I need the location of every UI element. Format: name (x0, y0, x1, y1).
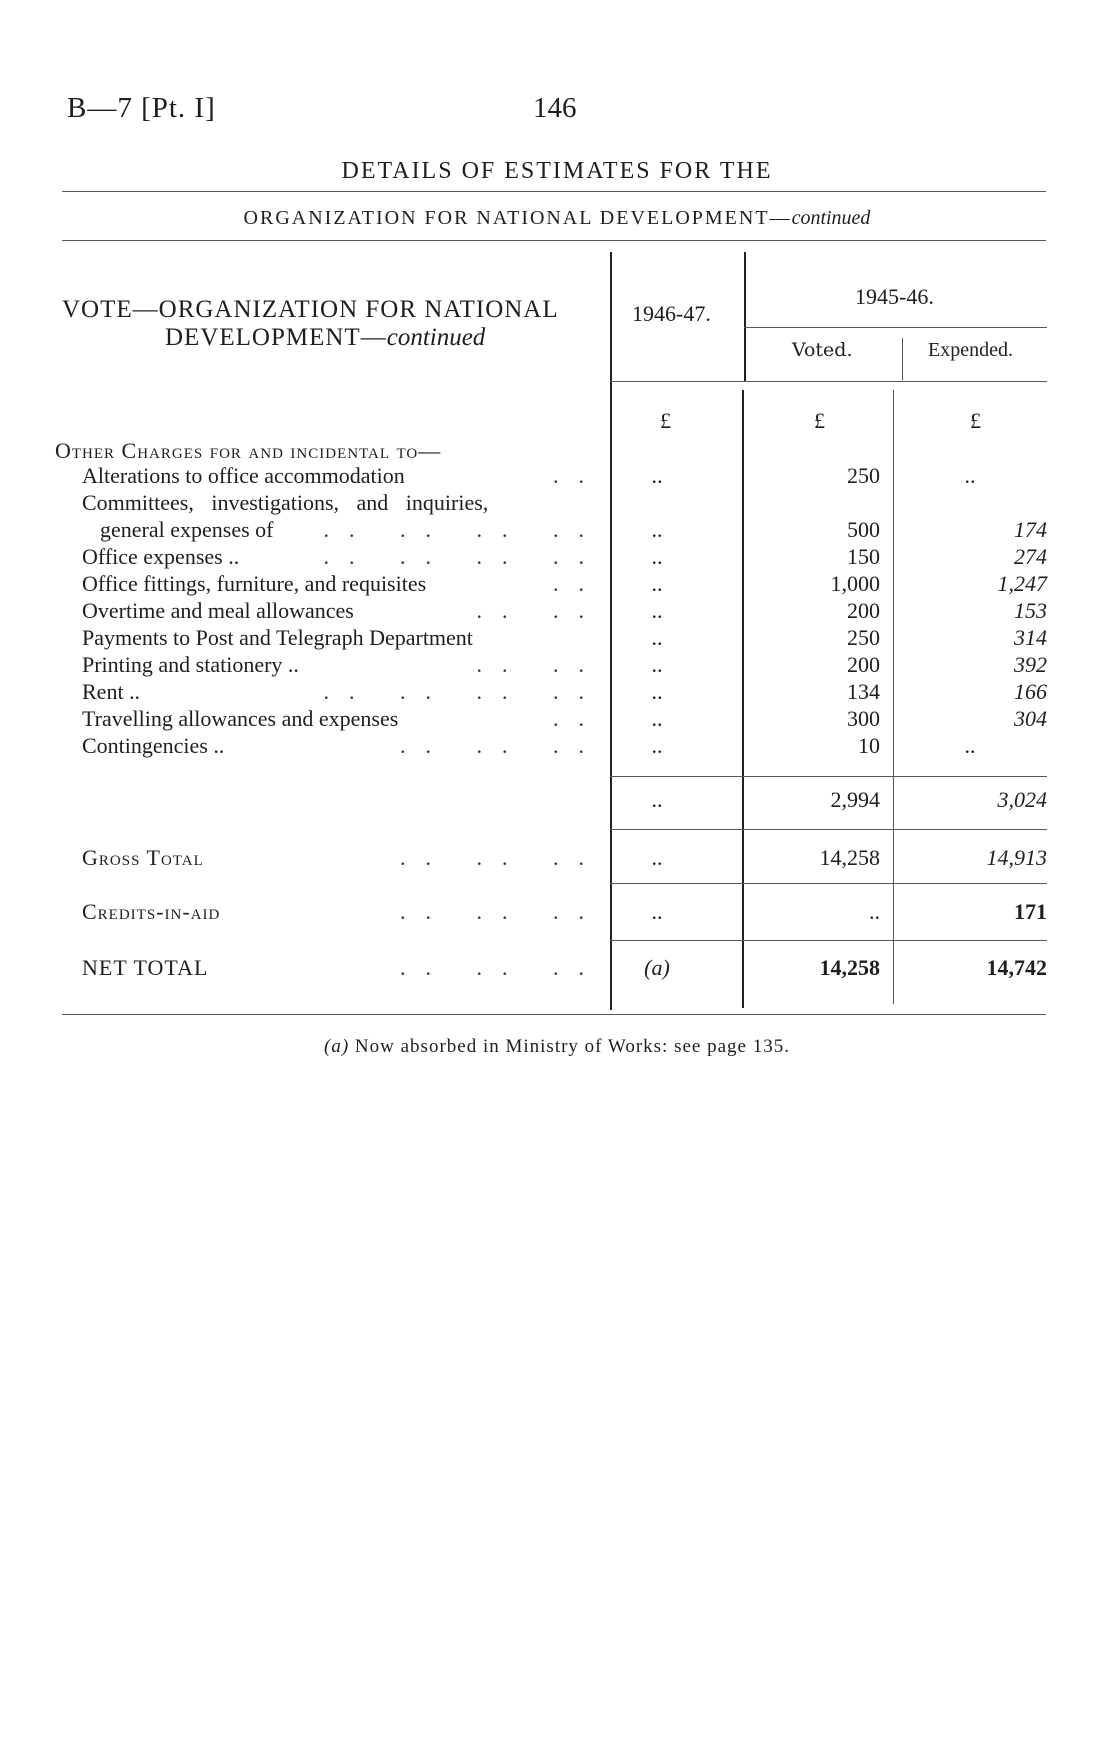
subtitle-continued: continued (791, 207, 871, 229)
table-row (0, 598, 1114, 625)
row-leader: .. (553, 571, 604, 596)
subtotal-rule-top (610, 776, 1047, 777)
row-1946: .. (651, 544, 663, 569)
row-voted: 10 (858, 733, 880, 758)
net-total-voted: 14,258 (819, 955, 880, 980)
vote-title-continued: continued (386, 324, 486, 351)
row-label: Rent .. (82, 679, 141, 704)
row-label: Payments to Post and Telegraph Department (82, 625, 473, 650)
row-voted: 300 (847, 706, 880, 731)
row-leader: .. .. .. (400, 845, 604, 870)
table-row (0, 517, 1114, 544)
credits-rule (610, 940, 1047, 941)
column-voted: Voted. (792, 339, 853, 361)
gross-total-1946: .. (651, 845, 663, 870)
row-1946: .. (651, 598, 663, 623)
gross-total-voted: 14,258 (819, 845, 880, 870)
net-total-label: NET TOTAL (82, 955, 209, 980)
vote-title-text: DEVELOPMENT— (165, 324, 387, 351)
net-total-expended: 14,742 (986, 955, 1047, 980)
row-1946: .. (651, 733, 663, 758)
row-1946: .. (651, 463, 663, 488)
row-voted: 250 (847, 463, 880, 488)
currency-1946: £ (660, 408, 671, 433)
subtitle-rule (62, 240, 1046, 241)
row-1946: .. (651, 679, 663, 704)
voted-divider-top (902, 338, 903, 380)
table-row (0, 679, 1114, 706)
row-leader: .. .. (476, 652, 604, 677)
title-rule (62, 191, 1046, 192)
subtotal-1946: .. (651, 787, 663, 812)
row-voted: 250 (847, 625, 880, 650)
subtotal-voted: 2,994 (830, 787, 880, 812)
credits-1946: .. (651, 899, 663, 924)
table-row (0, 706, 1114, 733)
subtotal-row (0, 787, 1114, 814)
row-label: Travelling allowances and expenses (82, 706, 399, 731)
row-leader: .. .. .. .. (323, 679, 604, 704)
group-heading: Other Charges for and incidental to— (55, 438, 442, 463)
currency-voted: £ (814, 408, 825, 433)
sub-header-rule (744, 327, 1047, 328)
row-voted: 200 (847, 598, 880, 623)
column-1946-47: 1946-47. (632, 301, 711, 326)
row-expended: .. (964, 463, 976, 488)
row-expended: 174 (1014, 517, 1047, 542)
header-bottom-rule (610, 381, 1047, 382)
table-bottom-rule (62, 1014, 1046, 1015)
row-voted: 1,000 (830, 571, 880, 596)
row-label: Office fittings, furniture, and requisites (82, 571, 427, 596)
vote-title-line2 (165, 324, 485, 352)
row-expended: 166 (1014, 679, 1047, 704)
row-1946: .. (651, 571, 663, 596)
row-voted: 134 (847, 679, 880, 704)
footnote-marker: (a) (324, 1036, 350, 1057)
row-expended: 274 (1014, 544, 1047, 569)
row-leader: .. (553, 463, 604, 488)
report-reference: B—7 [Pt. I] (67, 92, 216, 124)
row-label: Committees, investigations, and inquiries, (82, 490, 489, 515)
row-1946: .. (651, 517, 663, 542)
row-1946: .. (651, 652, 663, 677)
row-leader: .. .. .. (400, 955, 604, 980)
table-row (0, 490, 1114, 517)
year-column-divider-top (744, 252, 746, 382)
row-leader: .. .. .. .. (323, 544, 604, 569)
row-voted: 150 (847, 544, 880, 569)
row-expended: 304 (1014, 706, 1047, 731)
row-label: general expenses of (100, 517, 274, 542)
row-expended: 392 (1014, 652, 1047, 677)
page-number: 146 (533, 92, 577, 124)
row-leader: .. .. .. (400, 899, 604, 924)
row-label: Printing and stationery .. (82, 652, 299, 677)
gross-total-expended: 14,913 (986, 845, 1047, 870)
net-total-row (0, 955, 1114, 982)
table-row (0, 733, 1114, 760)
table-row (0, 544, 1114, 571)
credits-label: Credits-in-aid (82, 899, 221, 924)
row-voted: 200 (847, 652, 880, 677)
row-voted: 500 (847, 517, 880, 542)
subtotal-expended: 3,024 (997, 787, 1047, 812)
row-label: Alterations to office accommodation (82, 463, 405, 488)
row-leader: .. (553, 706, 604, 731)
row-leader: .. .. .. (400, 733, 604, 758)
gross-total-label: Gross Total (82, 845, 204, 870)
footnote-text: Now absorbed in Ministry of Works: see page 135. (354, 1036, 790, 1057)
row-1946: .. (651, 625, 663, 650)
row-leader: .. .. (476, 598, 604, 623)
vote-title-line1: VOTE—ORGANIZATION FOR NATIONAL (62, 296, 559, 323)
row-expended: .. (964, 733, 976, 758)
page-title: DETAILS OF ESTIMATES FOR THE (341, 158, 773, 184)
column-1945-46: 1945-46. (855, 284, 934, 309)
row-expended: 314 (1014, 625, 1047, 650)
row-label: Contingencies .. (82, 733, 225, 758)
column-expended: Expended. (928, 339, 1013, 361)
credits-expended: 171 (1014, 899, 1047, 924)
row-1946: .. (651, 706, 663, 731)
table-row (0, 571, 1114, 598)
credits-row (0, 899, 1114, 926)
row-leader: .. .. .. .. (323, 517, 604, 542)
footnote (0, 1036, 1114, 1058)
row-label: Overtime and meal allowances (82, 598, 354, 623)
table-row (0, 652, 1114, 679)
table-row (0, 625, 1114, 652)
gross-total-row (0, 845, 1114, 872)
subtotal-rule-bottom (610, 829, 1047, 830)
gross-total-rule (610, 883, 1047, 884)
currency-expended: £ (970, 408, 981, 433)
row-label: Office expenses .. (82, 544, 240, 569)
row-expended: 153 (1014, 598, 1047, 623)
net-total-1946: (a) (644, 955, 670, 980)
row-expended: 1,247 (997, 571, 1047, 596)
page-subtitle (0, 207, 1114, 230)
credits-voted: .. (869, 899, 880, 924)
table-row (0, 463, 1114, 490)
subtitle-text: ORGANIZATION FOR NATIONAL DEVELOPMENT— (243, 207, 792, 229)
